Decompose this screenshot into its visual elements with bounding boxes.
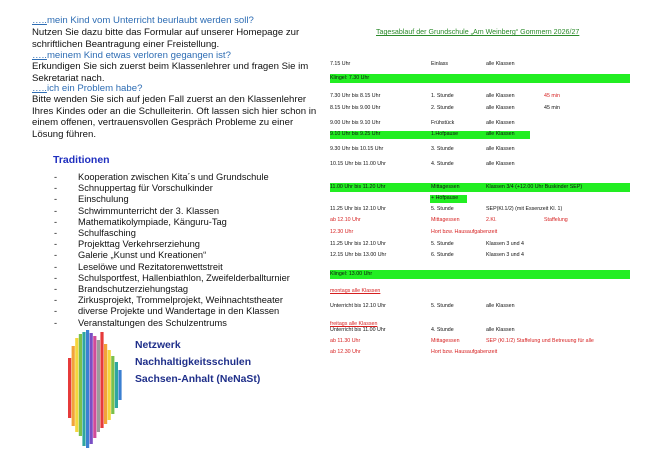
schedule-cell-c1: freitags alle Klassen — [330, 321, 378, 327]
schedule-row — [330, 337, 630, 346]
faq-answer-3: Bitte wenden Sie sich auf jeden Fall zuerst an den Klassenlehrer Ihres Kindes oder an die Schulleiterin. Oft lassen sich hier schon in einem offenen, vertrauensvollen Gespräch Probleme zu einer Lösung führen. — [32, 94, 317, 140]
schedule-row — [330, 194, 630, 203]
schedule-cell-c1: 8.15 Uhr bis 9.00 Uhr — [330, 105, 381, 111]
schedule-cell-c3: alle Klassen — [486, 93, 515, 99]
schedule-cell-c1: Unterricht bis 12.10 Uhr — [330, 303, 386, 309]
schedule-title: Tagesablauf der Grundschule „Am Weinberg“ Gommern 2026/27 — [376, 28, 580, 36]
schedule-row — [330, 104, 630, 113]
schedule-cell-c2: Einlass — [431, 61, 449, 67]
logo-stripe — [108, 350, 111, 420]
left-page — [0, 0, 325, 458]
schedule-cell-c1: 12.30 Uhr — [330, 229, 354, 235]
tradition-item: - Galerie „Kunst und Kreationen“ — [54, 250, 290, 261]
schedule-row — [330, 160, 630, 169]
schedule-cell-c1: 10.15 Uhr bis 11.00 Uhr — [330, 161, 386, 167]
schedule-cell-c1: ab 12.10 Uhr — [330, 217, 361, 223]
logo-stripe — [118, 370, 121, 400]
schedule-row — [330, 270, 630, 279]
faq-question-3: …..ich ein Problem habe? — [32, 83, 143, 94]
schedule-cell-c2: Hort bzw. Hausaufgabenzeit — [431, 229, 498, 235]
schedule-cell-c3: alle Klassen — [486, 146, 515, 152]
schedule-cell-c1: Klingel: 13.00 Uhr — [330, 271, 373, 277]
tradition-item: - Projekttag Verkehrserziehung — [54, 239, 290, 250]
schedule-cell-c2: 1.Hofpause — [431, 131, 459, 137]
tradition-item: - Zirkusprojekt, Trommelprojekt, Weihnachtstheater — [54, 295, 290, 306]
schedule-cell-c1: 12.15 Uhr bis 13.00 Uhr — [330, 252, 387, 258]
schedule-cell-c3: alle Klassen — [486, 131, 515, 137]
logo-stripe — [97, 340, 100, 432]
schedule-cell-c2: 5. Stunde — [431, 206, 454, 212]
schedule-row — [330, 60, 630, 69]
schedule-cell-c2: Hort bzw. Hausaufgabenzeit — [431, 349, 498, 355]
faq-question-2: …..meinem Kind etwas verloren gegangen ist? — [32, 50, 231, 61]
schedule-cell-c1: 11.25 Uhr bis 12.10 Uhr — [330, 241, 386, 247]
schedule-cell-c3: Klassen 3/4 (+12.00 Uhr Buskinder SEP) — [486, 184, 583, 190]
schedule-cell-c2: 5. Stunde — [431, 241, 454, 247]
tradition-item: - Schulsportfest, Hallenbiathlon, Zweifelderballturnier — [54, 273, 290, 284]
logo-stripe — [111, 356, 114, 414]
schedule-cell-c3: alle Klassen — [486, 303, 515, 309]
schedule-row — [330, 287, 630, 296]
schedule-row — [330, 145, 630, 154]
tradition-item: - Brandschutzerziehungstag — [54, 284, 290, 295]
schedule-cell-c1: 11.00 Uhr bis 11.20 Uhr — [330, 184, 386, 190]
tradition-item: - Veranstaltungen des Schulzentrums — [54, 318, 290, 329]
faq-answer-2: Erkundigen Sie sich zuerst beim Klassenlehrer und fragen Sie im Sekretariat nach. — [32, 61, 309, 84]
schedule-cell-c3: alle Klassen — [486, 327, 515, 333]
schedule-cell-c3: alle Klassen — [486, 120, 515, 126]
schedule-cell-c4: 45 min — [544, 105, 560, 111]
tradition-item: - diverse Projekte und Wandertage in den Klassen — [54, 306, 290, 317]
logo-stripe — [68, 358, 71, 418]
schedule-row — [330, 251, 630, 260]
schedule-cell-c4: 45 min — [544, 93, 560, 99]
schedule-row — [330, 228, 630, 237]
schedule-row — [330, 92, 630, 101]
nenast-logo — [56, 328, 316, 450]
schedule-row — [330, 183, 630, 192]
schedule-cell-c2: 4. Stunde — [431, 161, 454, 167]
schedule-cell-c1: 9.00 Uhr bis 9.10 Uhr — [330, 120, 381, 126]
schedule-cell-c2: + Hofpause — [431, 195, 459, 201]
schedule-cell-c1: 11.25 Uhr bis 12.10 Uhr — [330, 206, 386, 212]
logo-stripe — [75, 338, 78, 432]
schedule-cell-c1: 7.30 Uhr bis 8.15 Uhr — [330, 93, 381, 99]
schedule-cell-c2: 5. Stunde — [431, 303, 454, 309]
logo-stripe — [104, 344, 107, 424]
logo-stripe — [93, 336, 96, 438]
schedule-cell-c2: 3. Stunde — [431, 146, 454, 152]
schedule-cell-c1: montags alle Klassen — [330, 288, 381, 294]
tradition-item: - Mathematikolympiade, Känguru-Tag — [54, 217, 290, 228]
logo-stripe — [79, 334, 82, 436]
logo-stripe — [100, 332, 103, 428]
traditions-title: Traditionen — [53, 154, 110, 166]
schedule-cell-c3: 2.Kl. — [486, 217, 497, 223]
schedule-row — [330, 119, 630, 128]
traditions-list — [54, 172, 290, 329]
faq-answer-1: Nutzen Sie dazu bitte das Formular auf unserer Homepage zur schriftlichen Beantragung einer Freistellung. — [32, 27, 300, 50]
logo-line-3: Sachsen-Anhalt (NeNaSt) — [135, 374, 261, 385]
schedule-cell-c3: Klassen 3 und 4 — [486, 241, 524, 247]
schedule-cell-c2: Mittagessen — [431, 217, 460, 223]
schedule-cell-c3: alle Klassen — [486, 105, 515, 111]
logo-line-1: Netzwerk — [135, 340, 181, 351]
schedule-cell-c2: Frühstück — [431, 120, 455, 126]
tradition-item: - Einschulung — [54, 194, 290, 205]
schedule-cell-c2: 4. Stunde — [431, 327, 454, 333]
schedule-row — [330, 240, 630, 249]
tradition-item: - Schulfasching — [54, 228, 290, 239]
schedule-cell-c1: Unterricht bis 11.00 Uhr — [330, 327, 386, 333]
schedule-row — [330, 216, 630, 225]
schedule-row — [330, 348, 630, 357]
schedule-cell-c3: alle Klassen — [486, 161, 515, 167]
schedule-cell-c2: 2. Stunde — [431, 105, 454, 111]
tradition-item: - Kooperation zwischen Kita´s und Grundschule — [54, 172, 290, 183]
tradition-item: - Leselöwe und Rezitatorenwettstreit — [54, 262, 290, 273]
schedule-cell-c1: 9.30 Uhr bis 10.15 Uhr — [330, 146, 384, 152]
schedule-cell-c1: 9.10 Uhr bis 9.25 Uhr — [330, 131, 381, 137]
schedule-cell-c4: Staffelung — [544, 217, 568, 223]
tradition-item: - Schnuppertag für Vorschulkinder — [54, 183, 290, 194]
tradition-item: - Schwimmunterricht der 3. Klassen — [54, 206, 290, 217]
logo-stripe — [82, 332, 85, 446]
schedule-row — [330, 302, 630, 311]
schedule-cell-c3: Klassen 3 und 4 — [486, 252, 524, 258]
schedule-cell-c3: SEP (Kl.1/2) Staffelung und Betreuung für alle — [486, 338, 594, 344]
schedule-row — [330, 205, 630, 214]
schedule-cell-c2: Mittagessen — [431, 184, 460, 190]
logo-map-icon — [68, 330, 122, 448]
schedule-cell-c3: alle Klassen — [486, 61, 515, 67]
logo-stripe — [72, 346, 75, 426]
logo-stripe — [90, 333, 93, 444]
schedule-row — [330, 130, 630, 139]
schedule-cell-c3: SEP(Kl.1/2) (mit Essenzeit Kl. 1) — [486, 206, 563, 212]
schedule-cell-c1: Klingel: 7.30 Uhr — [330, 75, 370, 81]
schedule-row — [330, 326, 630, 335]
schedule-cell-c1: 7.15 Uhr — [330, 61, 351, 67]
logo-stripe — [115, 362, 118, 408]
schedule-cell-c1: ab 12.30 Uhr — [330, 349, 361, 355]
schedule-cell-c1: ab 11.30 Uhr — [330, 338, 361, 344]
logo-line-2: Nachhaltigkeitsschulen — [135, 357, 252, 368]
schedule-cell-c2: 1. Stunde — [431, 93, 454, 99]
schedule-cell-c2: Mittagessen — [431, 338, 460, 344]
schedule-row — [330, 74, 630, 83]
right-page — [325, 0, 666, 458]
faq-question-1: …..mein Kind vom Unterricht beurlaubt werden soll? — [32, 15, 254, 26]
schedule-cell-c2: 6. Stunde — [431, 252, 454, 258]
logo-stripe — [86, 330, 89, 448]
